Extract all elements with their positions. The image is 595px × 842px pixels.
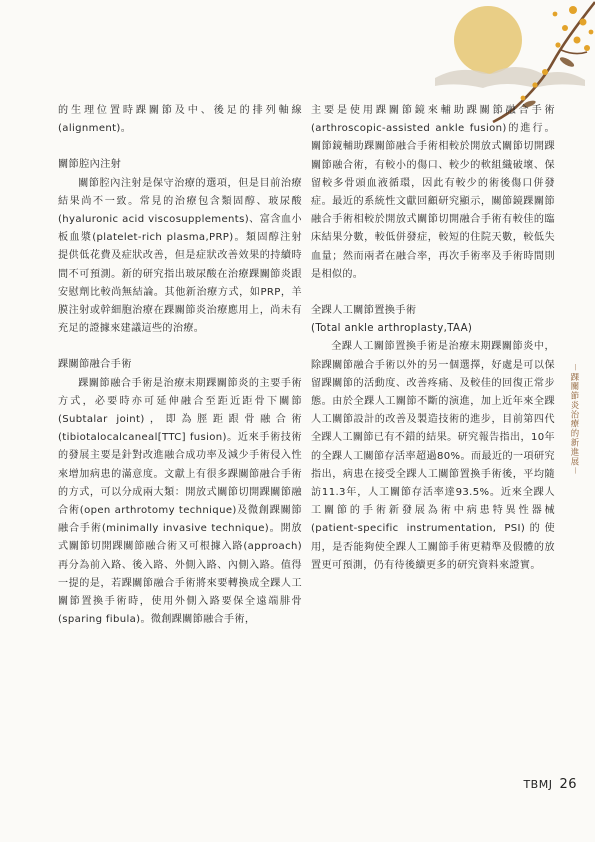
right-column — [311, 102, 555, 575]
cloud-icon — [435, 67, 585, 88]
page-footer — [523, 777, 577, 792]
fusion-heading: 踝關節融合手術 — [58, 359, 132, 371]
tar-heading: 全踝人工關節置換手術 — [311, 305, 417, 317]
left-column — [58, 102, 302, 629]
injection-paragraph: 關節腔內注射是保守治療的選項，但是目前治療結果尚不一致。常見的治療包含類固醇、玻尿酸(hyaluronic acid viscosupplements)、富含血小板血漿(platelet-rich plasma,PRP)。類固醇注射提供低花費及症狀改善，但是症狀改善效果的持續時間不可預測。新的研究指出玻尿酸在治療踝關節炎跟安慰劑比較尚無結論。其他新治療方式，如PRP，羊膜注射或幹細胞治療在踝關節炎治療應用上，尚未有充足的證據來建議這些的治療。 — [58, 177, 302, 335]
moon-icon — [454, 6, 522, 74]
fusion-paragraph: 踝關節融合手術是治療末期踝關節炎的主要手術方式，必要時亦可延伸融合至距近距骨下關節(Subtalar joint)，即為脛距跟骨融合術(tibiotalocalcaneal[TTC] fusion)。近來手術技術的發展主要是針對改進融合成功率及減少手術侵入性來增加病患的滿意度。文獻上有很多踝關節融合手術的方式，可以分成兩大類：開放式關節切開踝關節融合術(open arthrotomy technique)及微創踝關節融合手術(minimally invasive technique)。開放式關節切開踝關節融合術又可根據入路(approach)再分為前入路、後入路、外側入路、內側入路。值得一提的是，若踝關節融合手術將來要轉換成全踝人工關節置換手術時，使用外側入路要保全遠端腓骨(sparing fibula)。微創踝關節融合手術， — [58, 377, 302, 626]
side-section-label: －踝關節炎治療的新進展－ — [570, 363, 580, 476]
tar-paragraph: 全踝人工關節置換手術是治療末期踝關節炎中，除踝關節融合手術以外的另一個選擇，好處是可以保留踝關節的活動度、改善疼痛、及較佳的回復正常步態。由於全踝人工關節不斷的演進，加上近年來全踝人工關節設計的改善及製造技術的進步，目前第四代全踝人工關節已有不錯的結果。研究報告指出，10年的全踝人工關節存活率超過80%。而最近的一項研究指出，病患在接受全踝人工關節置換手術後，平均隨訪11.3年，人工關節存活率達93.5%。近來全踝人工關節的手術新發展為術中病患特異性器械(patient-specific instrumentation, PSI)的使用，是否能夠使全踝人工關節手術更精準及假體的放置更可預測，仍有待後續更多的研究資料來證實。 — [311, 341, 555, 571]
tar-subheading: (Total ankle arthroplasty,TAA) — [311, 323, 473, 335]
page-number: 26 — [559, 777, 577, 792]
journal-name: TBMJ — [523, 778, 553, 791]
arthroscopic-paragraph: 主要是使用踝關節鏡來輔助踝關節融合手術(arthroscopic-assisted ankle fusion)的進行。關節鏡輔助踝關節融合手術相較於開放式關節切開踝關節融合術，有較小的傷口、較少的軟組織破壞、保留較多骨頭血液循環，因此有較少的術後傷口併發症。最近的系統性文獻回顧研究顯示，關節鏡踝關節融合手術相較於開放式關節切開融合手術有較佳的臨床結果分數，較低併發症，較短的住院天數，較低失血量；然而兩者在融合率，再次手術率及手術時間則是相似的。 — [311, 105, 555, 280]
intro-paragraph: 的生理位置時踝關節及中、後足的排列軸線(alignment)。 — [58, 105, 302, 135]
injection-heading: 關節腔內注射 — [58, 159, 122, 171]
